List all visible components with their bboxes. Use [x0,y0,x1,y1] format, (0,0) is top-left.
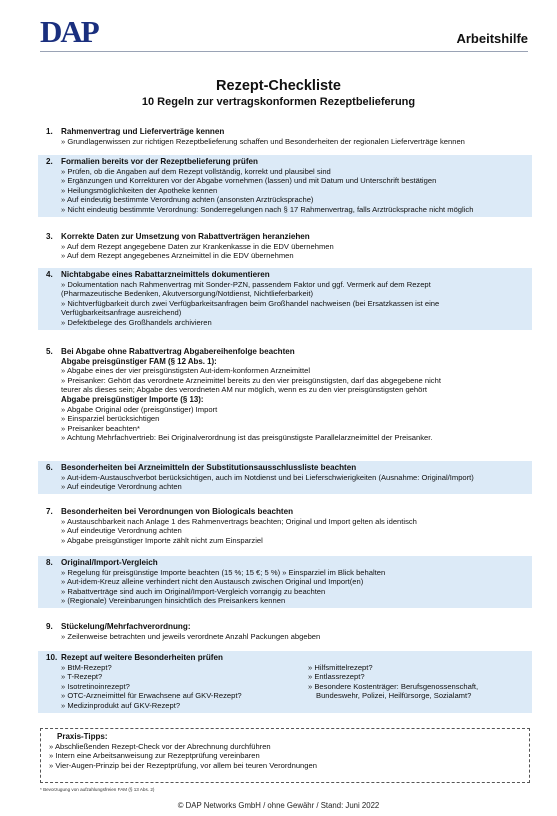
section-title: 5. Bei Abgabe ohne Rabattvertrag Abgabereihenfolge beachten [46,347,295,356]
list-item: » Vier-Augen-Prinzip bei der Rezeptprüfung, vor allem bei teuren Verordnungen [49,760,317,770]
list-item: » Aut-idem-Kreuz alleine verhindert nicht den Austausch zwischen Original und Import(en) [61,577,364,587]
section-title: 3. Korrekte Daten zur Umsetzung von Rabattverträgen heranziehen [46,232,310,241]
list-item: » Entlassrezept? [308,672,365,682]
list-item: » (Regionale) Vereinbarungen hinsichtlich des Preisankers kennen [61,596,286,606]
list-item: » T-Rezept? [61,672,103,682]
list-item: » Intern eine Arbeitsanweisung zur Rezeptprüfung vereinbaren [49,751,260,761]
list-item: » Rabattverträge sind auch im Original/Import-Vergleich vorrangig zu beachten [61,586,326,596]
list-item: » Aut-idem-Austauschverbot berücksichtigen, auch im Notdienst und bei Lieferschwierigkeiten (Ausnahme: Original/Import) [61,472,474,482]
section-9 [38,620,532,643]
list-item: » Nichtverfügbarkeit durch zwei Verfügbarkeitsanfragen beim Großhandel nachweisen (bei Ersatzkassen ist eine [61,298,440,308]
section-subheading: Abgabe preisgünstiger Importe (§ 13): [61,394,204,404]
list-item: » OTC-Arzneimittel für Erwachsene auf GKV-Rezept? [61,691,242,701]
checklist-column-left [46,663,308,711]
section-title: 8. Original/Import-Vergleich [46,558,158,567]
section-4 [38,268,532,330]
section-10 [38,651,532,713]
list-item: » Preisanker beachten* [61,423,140,433]
list-item: » Ergänzungen und Korrekturen vor der Abgabe vornehmen (lassen) und mit Datum und Unterschrift bestätigen [61,176,437,186]
list-item: » Auf eindeutige Verordnung achten [61,482,182,492]
list-item: » Heilungsmöglichkeiten der Apotheke kennen [61,185,218,195]
footer: © DAP Networks GmbH / ohne Gewähr / Stand: Juni 2022 [177,801,380,810]
list-item-continued: Verfügbarkeitsanfrage ausreichend) [61,308,182,318]
list-item: » Einsparziel berücksichtigen [61,414,160,424]
list-item: » Auf eindeutige Verordnung achten [61,526,182,536]
list-item: » Isotretinoinrezept? [61,681,130,691]
list-item: » Zeilenweise betrachten und jeweils verordnete Anzahl Packungen abgeben [61,631,321,641]
list-item-continued: (Pharmazeutische Bedenken, Akutversorgung/Notdienst, Nichtlieferbarkeit) [61,289,313,299]
section-title: 10. Rezept auf weitere Besonderheiten prüfen [46,653,223,662]
section-title: 7. Besonderheiten bei Verordnungen von Biologicals beachten [46,507,294,516]
section-8 [38,556,532,608]
list-item: » Auf dem Rezept angegebenes Arzneimittel in die EDV übernehmen [61,251,294,261]
list-item: » Abschließenden Rezept-Check vor der Abrechnung durchführen [49,741,271,751]
list-item: » Achtung Mehrfachvertrieb: Bei Originalverordnung ist das preisgünstigste Parallelarzneimittel der Preisanker. [61,433,433,443]
section-title: 6. Besonderheiten bei Arzneimitteln der Substitutionsausschlussliste beachten [46,463,357,472]
dap-logo: DAP [40,14,98,49]
list-item: » Prüfen, ob die Angaben auf dem Rezept vollständig, korrekt und plausibel sind [61,166,331,176]
list-item: » Auf dem Rezept angegebene Daten zur Krankenkasse in die EDV übernehmen [61,241,334,251]
header-divider [40,51,528,52]
page-title: Rezept-Checkliste [216,78,341,94]
list-item: » Preisanker: Gehört das verordnete Arzneimittel bereits zu den vier preisgünstigsten, darf das abgegebene nicht [61,375,441,385]
list-item-continued: Bundeswehr, Polizei, Heilfürsorge, Sozialamt? [316,691,472,701]
practice-tips-box [40,728,530,783]
page-subtitle: 10 Regeln zur vertragskonformen Rezeptbelieferung [141,96,416,108]
list-item: » Abgabe eines der vier preisgünstigsten Aut-idem-konformen Arzneimittel [61,366,311,376]
list-item: » Defektbelege des Großhandels archivieren [61,317,212,327]
section-title: 1. Rahmenvertrag und Lieferverträge kennen [46,127,225,136]
footnote: * Bevorzugung von aufzahlungsfreien FAM (§ 13 Abs. 2) [40,787,155,792]
list-item-continued: teurer als dieses sein; Abgabe des verordneten AM nur möglich, wenn es zu den vier preisgünstigsten gehört [61,385,427,395]
header-label: Arbeitshilfe [456,31,528,46]
section-title: 9. Stückelung/Mehrfachverordnung: [46,622,191,631]
section-5 [38,345,532,445]
section-7 [38,505,532,547]
list-item: » Austauschbarkeit nach Anlage 1 des Rahmenvertrags beachten; Original und Import gelten als identisch [61,516,417,526]
section-6 [38,461,532,494]
list-item: » Medizinprodukt auf GKV-Rezept? [61,700,181,710]
section-2 [38,155,532,217]
list-item: » Regelung für preisgünstige Importe beachten (15 %; 15 €; 5 %) » Einsparziel im Blick behalten [61,567,386,577]
checklist-column-right [308,663,528,711]
list-item: » Dokumentation nach Rahmenvertrag mit Sonder-PZN, passendem Faktor und ggf. Vermerk auf dem Rezept [61,279,431,289]
list-item: » Grundlagenwissen zur richtigen Rezeptbelieferung schaffen und Besonderheiten der regionalen Lieferverträge kennen [61,136,465,146]
list-item: » Abgabe Original oder (preisgünstiger) Import [61,404,218,414]
section-3 [38,230,532,263]
section-1 [38,125,532,148]
list-item: » Nicht eindeutig bestimmte Verordnung: Sonderregelungen nach § 17 Rahmenvertrag, falls Arztrücksprache nicht möglich [61,204,474,214]
list-item: » Hilfsmittelrezept? [308,662,373,672]
tips-title: Praxis-Tipps: [57,732,108,741]
list-item: » Auf eindeutig bestimmte Verordnung achten (ansonsten Arztrücksprache) [61,195,314,205]
list-item: » Besondere Kostenträger: Berufsgenossenschaft, [308,681,479,691]
list-item: » Abgabe preisgünstiger Importe zählt nicht zum Einsparziel [61,535,263,545]
list-item: » BtM-Rezept? [61,662,112,672]
section-title: 2. Formalien bereits vor der Rezeptbelieferung prüfen [46,157,258,166]
section-subheading: Abgabe preisgünstiger FAM (§ 12 Abs. 1): [61,356,217,366]
section-title: 4. Nichtabgabe eines Rabattarzneimittels dokumentieren [46,270,270,279]
